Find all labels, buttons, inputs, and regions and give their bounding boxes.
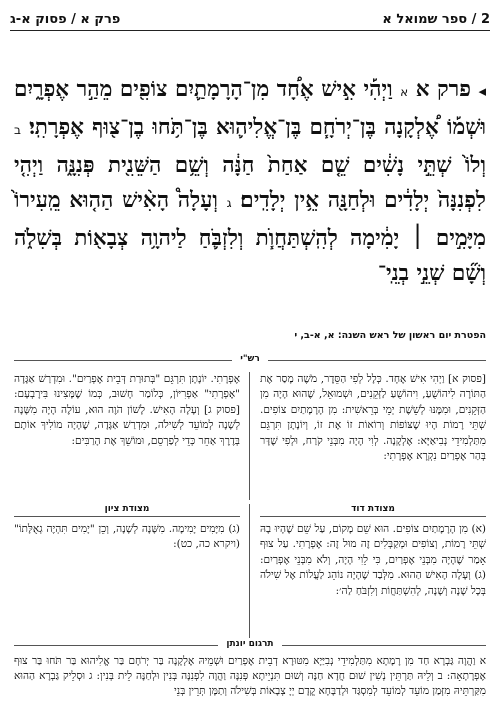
page-book-title: 2 / ספר שמואל א	[382, 11, 490, 27]
rashi-column-right: [פסוק א] וַיְהִי אִישׁ אֶחָד. כְּלָל לְפִי הַסֵּדֶר, מֹשֶׁה מָסַר אֶת הַתּוֹרָה לִיהוֹשֻׁעַ, וִיהוֹשֻׁעַ לַזְּקֵנִים, וּשְׁמוּאֵל, שֶׁהוּא הָיָה מִן הַזְּקֵנִים, וּמִמֶּנּוּ לְשֵׁשֶׁת יְמֵי בְּרֵאשִׁית: מִן הָרָמָתַיִם צוֹפִים. שְׁתֵּי רָמוֹת הָיוּ שֶׁצּוֹפוֹת וְרוֹאוֹת זוֹ אֶת זוֹ, וְיוֹנָתָן תִּרְגֵּם מִתַּלְמִידֵי נְבִיאַיָּא: אֶלְקָנָה. לְוִי הָיָה מִבְּנֵי קֹרַח, וּלְפִי שֶׁדָּר בְּהַר אֶפְרַיִם נִקְרָא אֶפְרָתִי:	[260, 373, 486, 463]
chapter-label: פרק א	[415, 77, 471, 102]
metzudat-david-heading	[260, 504, 486, 517]
rashi-column-left: אֶפְרָתִי. יוֹנָתָן תִּרְגֵּם "בְּתוּרַת דְּבֵית אֶפְרַיִם". וּמִדְרַשׁ אַגָּדָה "אֶפְרָתִי" אַפְרִיּוֹן, כְּלוֹמַר חָשׁוּב, כְּמוֹ שֶׁמָּצִינוּ בִּירָבְעָם: [פסוק ג] וְעָלָה הָאִישׁ. לָשׁוֹן הֹוֶה הוּא, עוֹלֶה הָיָה מִשָּׁנָה לְשָׁנָה לְמוֹעֵד לְשִׁילֹה, וּמִדְרַשׁ אַגָּדָה, שֶׁהָיָה מוֹלִיךְ אוֹתָם בְּדֶרֶךְ אַחֵר כְּדֵי לְפַרְסֵם, וּמוֹשֵׁךְ אֶת הָרַבִּים:	[14, 373, 240, 447]
targum-text: א וַהֲוָה גַּבְרָא חַד מִן רָמָתָא מִתַּלְמִידֵי נְבִיַּיָא מִטּוּרָא דְבֵית אֶפְרַיִם וּשְׁמֵיהּ אֶלְקָנָה בַּר יְרֹחָם בַּר אֱלִיהוּא בַּר תֹּחוּ בַּר צוּף אֶפְרָתָאָה: ב וְלֵיהּ תַּרְתֵּין נְשִׁין שׁוּם חֲדָא חַנָּה וְשׁוּם תִּנְיֵיתָא פְּנִנָּה וַהֲוָה לִפְנִנָּה בְּנִין וּלְחַנָּה לֵית בְּנִין: ג וּסְלֵיק גַּבְרָא הַהוּא מִקַּרְתֵּיהּ מִזְּמַן מוֹעֵד לְמוֹעֵד לְמִסְגַּד וּלְדַבָּחָא קֳדָם יְיָ צְבָאוֹת בְּשִׁילֹה וְתַמָּן תְּרֵין בְּנֵי	[14, 655, 486, 697]
chapter-verse-range: פרק א / פסוק א-ג	[10, 11, 121, 27]
metzudat-zion-title: מצודת ציון	[104, 504, 150, 514]
rashi-title: רש"י	[232, 354, 268, 364]
play-marker-icon: ◂	[478, 82, 486, 100]
targum-title: תרגום יונתן	[218, 639, 281, 649]
verse-number: ב	[14, 123, 21, 137]
running-header	[10, 8, 490, 31]
metzudat-zion-text: (ג) מִיָּמִים יָמִימָה. מִשָּׁנָה לְשָׁנָה, וְכֵן "יָמִים תִּהְיֶה גְאֻלָּתוֹ" (ויקרא כה, כט):	[14, 523, 240, 551]
metzudat-zion-heading	[14, 504, 240, 517]
column-divider	[249, 372, 250, 500]
verse-text: וַיְהִ֡י אִ֣ישׁ אֶחָ֠ד מִן־הָרָמָתַ֛יִם צוֹפִ֖ים מֵהַ֣ר אֶפְרָ֑יִם וּשְׁמ֡וֹ אֶ֠לְקָנָה בֶּן־יְרֹחָ֧ם בֶּן־אֱלִיה֛וּא בֶּן־תֹּ֥חוּ בֶן־צ֖וּף אֶפְרָתִֽי׃	[14, 77, 486, 140]
column-divider	[249, 504, 250, 638]
haftarah-note: הפטרת יום ראשון של ראש השנה: א, א-ב, י	[294, 330, 486, 341]
verse-number: ג	[226, 196, 232, 210]
verse-number: א	[400, 85, 409, 99]
metzudat-david-title: מצודת דוד	[351, 504, 395, 514]
metzudat-david-text: (א) מִן הָרָמָתַיִם צוֹפִים. הוּא שֵׁם מָקוֹם, עַל שֵׁם שֶׁהָיוּ בָהּ שְׁתֵּי רָמוֹת, וְצוֹפִים וּמְקַבְּלִים זֶה מוּל זֶה: אֶפְרָתִי. עַל צוּף אָמַר שֶׁהָיָה מִבְּנֵי אֶפְרַיִם, כִּי לֵוִי הָיָה, וְלֹא מִבְּנֵי אֶפְרַיִם: (ג) וְעָלָה הָאִישׁ הַהוּא. מִלְּבַד שֶׁהָיָה נוֹהֵג לַעֲלוֹת אֶל שִׁילֹה בְּכָל שָׁנָה וְשָׁנָה, לְהִשְׁתַּחֲוֹת וְלִזְבֹּחַ לַה׳:	[260, 523, 486, 597]
verse-text: וְלוֹ֙ שְׁתֵּ֣י נָשִׁ֔ים שֵׁ֤ם אַחַת֙ חַנָּ֔ה וְשֵׁ֥ם הַשֵּׁנִ֖ית פְּנִנָּ֑ה וַיְהִ֤י לִפְנִנָּה֙ יְלָדִ֔ים וּלְחַנָּ֖ה אֵ֥ין יְלָדִֽים׃	[14, 153, 486, 213]
scripture-text	[14, 72, 486, 291]
verse-text: וְעָלָה֩ הָאִ֨ישׁ הַה֤וּא מֵֽעִירוֹ֙ מִיָּמִ֣ים ׀ יָמִ֔ימָה לְהִֽשְׁתַּחֲוֺ֧ת וְלִזְבֹּ֛חַ לַיהוָ֥ה צְבָא֖וֹת בְּשִׁלֹ֑ה וְשָׁ֞ם שְׁנֵ֣י בְנֵֽי־	[14, 188, 486, 286]
